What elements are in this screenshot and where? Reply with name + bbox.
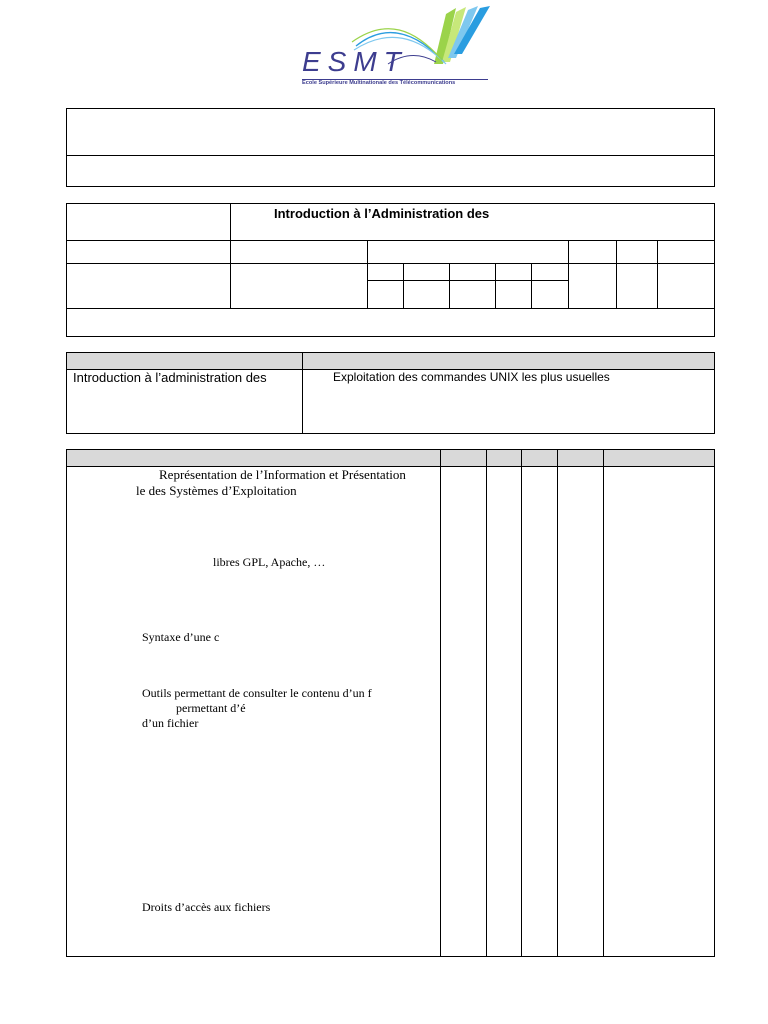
content-line: le des Systèmes d’Exploitation xyxy=(136,483,297,498)
header-table xyxy=(66,108,715,187)
content-table xyxy=(66,449,715,957)
content-line: permettant d’é xyxy=(176,701,246,715)
module-objective: Exploitation des commandes UNIX les plus usuelles xyxy=(333,370,610,384)
content-line: d’un fichier xyxy=(142,716,199,730)
content-line: Droits d’accès aux fichiers xyxy=(142,900,271,914)
logo-name: ESMT xyxy=(302,46,408,77)
module-table xyxy=(66,352,715,434)
logo-subtitle: École Supérieure Multinationale des Télécommunications xyxy=(302,80,456,86)
course-title: Introduction à l’Administration des xyxy=(274,206,490,221)
header-table-divider xyxy=(66,155,715,156)
content-line: Outils permettant de consulter le contenu d’un f xyxy=(142,686,372,700)
content-line: Représentation de l’Information et Présentation xyxy=(159,467,406,482)
content-line: Syntaxe d’une c xyxy=(142,630,220,644)
content-line: libres GPL, Apache, … xyxy=(213,555,326,569)
module-name: Introduction à l’administration des xyxy=(73,370,267,385)
esmt-logo xyxy=(296,2,496,88)
course-table xyxy=(66,203,715,337)
